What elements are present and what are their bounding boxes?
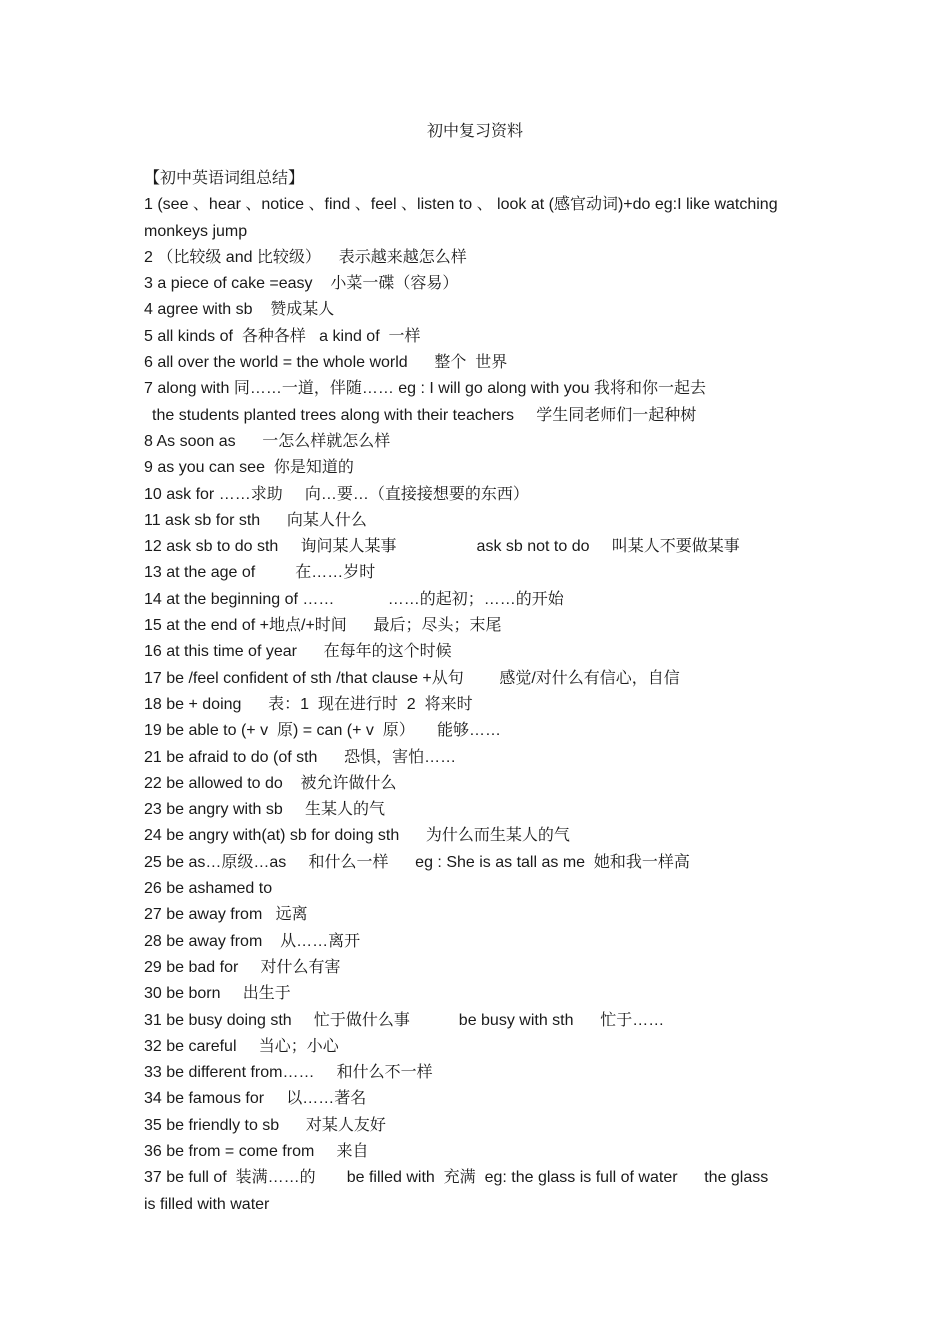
list-item: 34 be famous for 以……著名: [144, 1090, 367, 1108]
list-item: 27 be away from 远离: [144, 906, 308, 924]
list-item: 30 be born 出生于: [144, 985, 291, 1003]
list-item: 7 along with 同……一道，伴随…… eg : I will go along with you 我将和你一起去: [144, 380, 706, 398]
list-item: 1 (see 、hear 、notice 、find 、feel 、listen to 、 look at (感官动词)+do eg:I like watching: [144, 196, 778, 214]
list-item: 28 be away from 从……离开: [144, 932, 361, 950]
list-item: 31 be busy doing sth 忙于做什么事 be busy with sth 忙于……: [144, 1011, 665, 1029]
list-item: 24 be angry with(at) sb for doing sth 为什么而生某人的气: [144, 827, 570, 845]
list-item: 35 be friendly to sb 对某人友好: [144, 1116, 386, 1134]
list-item: 8 As soon as 一怎么样就怎么样: [144, 432, 391, 450]
list-item: the students planted trees along with their teachers 学生同老师们一起种树: [152, 406, 697, 424]
list-item: monkeys jump: [144, 222, 248, 240]
list-item: 3 a piece of cake =easy 小菜一碟（容易）: [144, 275, 459, 293]
list-item: 37 be full of 装满……的 be filled with 充满 eg: the glass is full of water the glass: [144, 1169, 769, 1187]
list-item: 5 all kinds of 各种各样 a kind of 一样: [144, 327, 421, 345]
list-item: 10 ask for ……求助 向…要…（直接接想要的东西）: [144, 485, 529, 503]
list-item: 13 at the age of 在……岁时: [144, 564, 376, 582]
list-item: 6 all over the world = the whole world 整个 世界: [144, 354, 508, 372]
list-item: 17 be /feel confident of sth /that clause +从句 感觉/对什么有信心，自信: [144, 669, 680, 687]
list-item: 32 be careful 当心；小心: [144, 1037, 339, 1055]
list-item: is filled with water: [144, 1195, 270, 1213]
section-heading: 【初中英语词组总结】: [144, 170, 305, 187]
list-item: 23 be angry with sb 生某人的气: [144, 801, 385, 819]
list-item: 11 ask sb for sth 向某人什么: [144, 511, 367, 529]
list-item: 36 be from = come from 来自: [144, 1142, 369, 1160]
list-item: 2 （比较级 and 比较级） 表示越来越怎么样: [144, 248, 467, 266]
list-item: 33 be different from…… 和什么不一样: [144, 1064, 433, 1082]
list-item: 16 at this time of year 在每年的这个时候: [144, 643, 452, 661]
list-item: 18 be + doing 表：1 现在进行时 2 将来时: [144, 695, 473, 713]
list-item: 12 ask sb to do sth 询问某人某事 ask sb not to do 叫某人不要做某事: [144, 538, 740, 556]
page-title: 初中复习资料: [426, 121, 523, 140]
list-item: 14 at the beginning of …… ……的起初；……的开始: [144, 590, 564, 608]
list-item: 9 as you can see 你是知道的: [144, 459, 354, 477]
list-item: 22 be allowed to do 被允许做什么: [144, 774, 397, 792]
list-item: 4 agree with sb 赞成某人: [144, 301, 335, 319]
list-item: 25 be as…原级…as 和什么一样 eg : She is as tall as me 她和我一样高: [144, 853, 690, 871]
list-item: 19 be able to (+ v 原) = can (+ v 原） 能够……: [144, 722, 502, 740]
phrase-list: [144, 166, 824, 1218]
list-item: 21 be afraid to do (of sth 恐惧，害怕……: [144, 748, 457, 766]
list-item: 29 be bad for 对什么有害: [144, 958, 341, 976]
list-item: 26 be ashamed to: [144, 880, 273, 898]
list-item: 15 at the end of +地点/+时间 最后；尽头；末尾: [144, 617, 502, 635]
